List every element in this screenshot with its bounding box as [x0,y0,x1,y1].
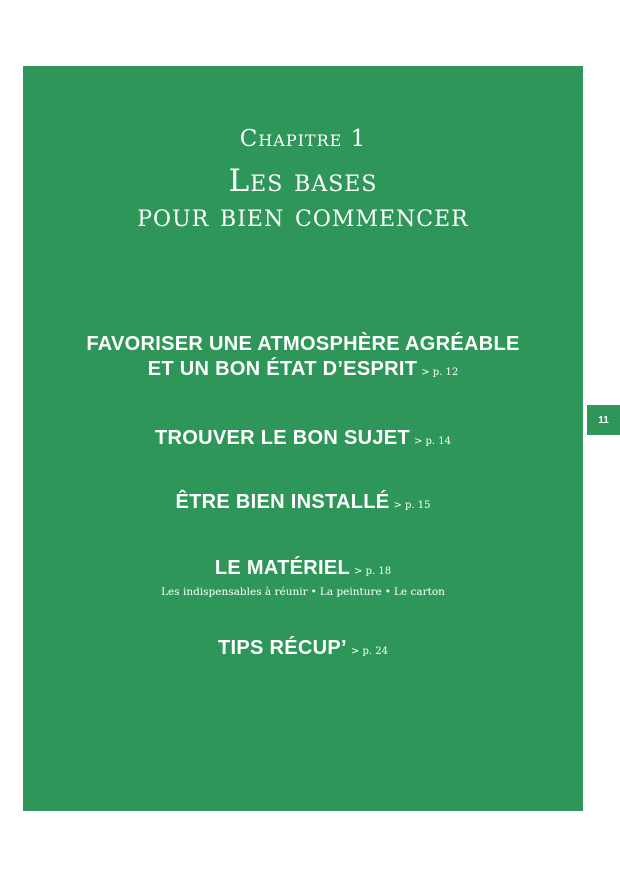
toc-entry-materiel[interactable] [23,556,583,598]
chapter-panel [23,66,583,811]
bullet-icon: • [310,586,317,598]
toc-entry-title-text: LE MATÉRIEL [214,557,351,579]
bullet-icon: • [384,586,391,598]
toc-entry-title [23,490,583,518]
toc-entry-title-line [23,556,583,584]
chapter-title-line: pour bien commencer [137,198,469,234]
page-reference: > p. 18 [354,566,392,577]
toc-entry-title-line [23,426,583,454]
toc-entry-title [23,556,583,584]
toc-entry-title-text: TIPS RÉCUP’ [218,637,347,659]
toc-entry-title-text: ÊTRE BIEN INSTALLÉ [175,491,390,513]
toc-entry-title-line [23,357,583,385]
page-reference: > p. 14 [413,436,451,447]
page-reference: > p. 12 [421,367,459,378]
chapter-title [23,164,583,234]
toc-entry-installe[interactable] [23,490,583,518]
toc-entry-title-line: FAVORISER UNE ATMOSPHÈRE AGRÉABLE [86,333,520,355]
toc-entry-title-text: TROUVER LE BON SUJET [155,427,410,449]
subtopic: Les indispensables à réunir [161,586,308,598]
toc-entry-title [23,636,583,664]
subtopic: Le carton [393,586,445,598]
page-number-tab [587,405,620,435]
chapter-title-line: Les bases [228,163,378,199]
subtopic: La peinture [319,586,382,598]
toc-entry-title [23,426,583,454]
toc-entry-title [23,332,583,385]
toc-entry-title-line [23,636,583,664]
toc-entry-atmosphere[interactable] [23,332,583,385]
toc-entry-tips-recup[interactable] [23,636,583,664]
page-reference: > p. 24 [350,646,388,657]
toc-subtopics [23,586,583,598]
toc-entry-sujet[interactable] [23,426,583,454]
page-reference: > p. 15 [393,500,431,511]
page-number: 11 [598,414,609,426]
chapter-label: Chapitre 1 [239,126,367,152]
toc-entry-title-line [23,490,583,518]
toc-entry-title-text: ET UN BON ÉTAT D’ESPRIT [147,358,418,380]
